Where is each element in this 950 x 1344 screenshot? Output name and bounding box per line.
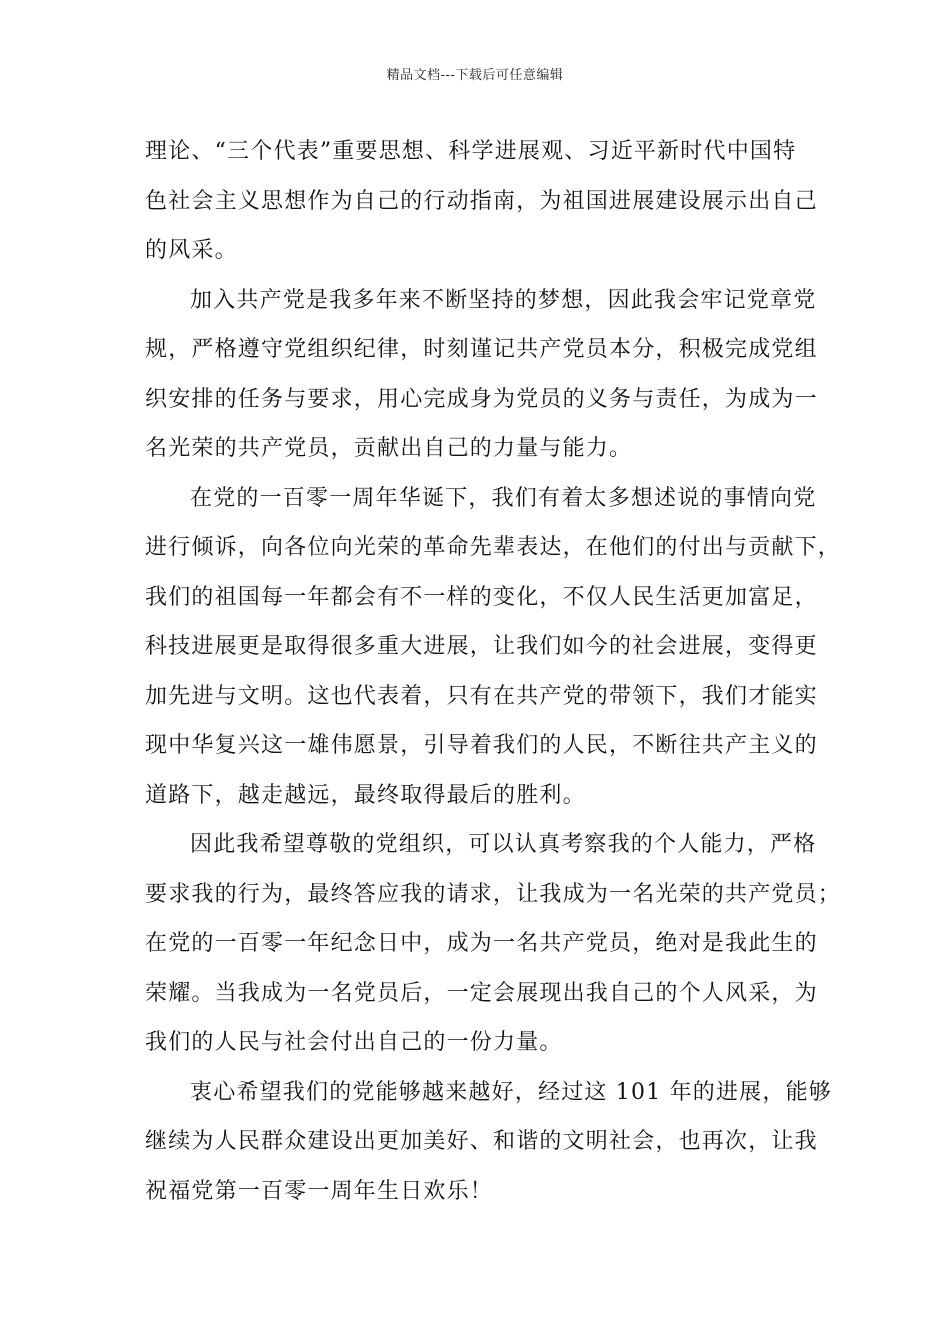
text-line: 加先进与文明。这也代表着，只有在共产党的带领下，我们才能实 <box>145 683 818 709</box>
text-line: 在党的一百零一年纪念日中，成为一名共产党员，绝对是我此生的 <box>145 931 818 956</box>
text-line: 因此我希望尊敬的党组织，可以认真考察我的个人能力，严格 <box>190 832 817 857</box>
text-line: 现中华复兴这一雄伟愿景，引导着我们的人民，不断往共产主义的 <box>145 733 818 758</box>
text-line: 进行倾诉，向各位向光荣的革命先辈表达，在他们的付出与贡献下， <box>145 535 842 560</box>
text-line: 规，严格遵守党组织纪律，时刻谨记共产党员本分，积极完成党组 <box>145 337 818 362</box>
text-line: 织安排的任务与要求，用心完成身为党员的义务与责任，为成为一 <box>145 386 818 412</box>
text-line: 我们的人民与社会付出自己的一份力量。 <box>145 1030 563 1055</box>
page-header: 精品文档---下载后可任意编辑 <box>386 68 564 83</box>
text-line: 科技进展更是取得很多重大进展，让我们如今的社会进展，变得更 <box>145 634 818 659</box>
text-line: 继续为人民群众建设出更加美好、和谐的文明社会，也再次，让我 <box>145 1129 818 1154</box>
text-line: 在党的一百零一周年华诞下，我们有着太多想述说的事情向党 <box>190 485 817 511</box>
text-line: 色社会主义思想作为自己的行动指南，为祖国进展建设展示出自己 <box>145 188 818 214</box>
text-line: 祝福党第一百零一周年生日欢乐！ <box>145 1178 494 1204</box>
text-line: 我们的祖国每一年都会有不一样的变化，不仅人民生活更加富足， <box>145 584 818 610</box>
text-line: 加入共产党是我多年来不断坚持的梦想，因此我会牢记党章党 <box>190 287 817 313</box>
text-line: 理论、“三个代表”重要思想、科学进展观、习近平新时代中国特 <box>145 139 797 164</box>
text-line: 要求我的行为，最终答应我的请求，让我成为一名光荣的共产党员； <box>145 881 842 907</box>
text-line: 道路下，越走越远，最终取得最后的胜利。 <box>145 782 586 808</box>
text-line: 的风采。 <box>145 238 238 263</box>
text-line: 名光荣的共产党员，贡献出自己的力量与能力。 <box>145 436 633 461</box>
document-body <box>145 127 842 1216</box>
text-line: 衷心希望我们的党能够越来越好，经过这 101 年的进展，能够 <box>190 1079 832 1105</box>
text-line: 荣耀。当我成为一名党员后，一定会展现出我自己的个人风采，为 <box>145 980 818 1006</box>
